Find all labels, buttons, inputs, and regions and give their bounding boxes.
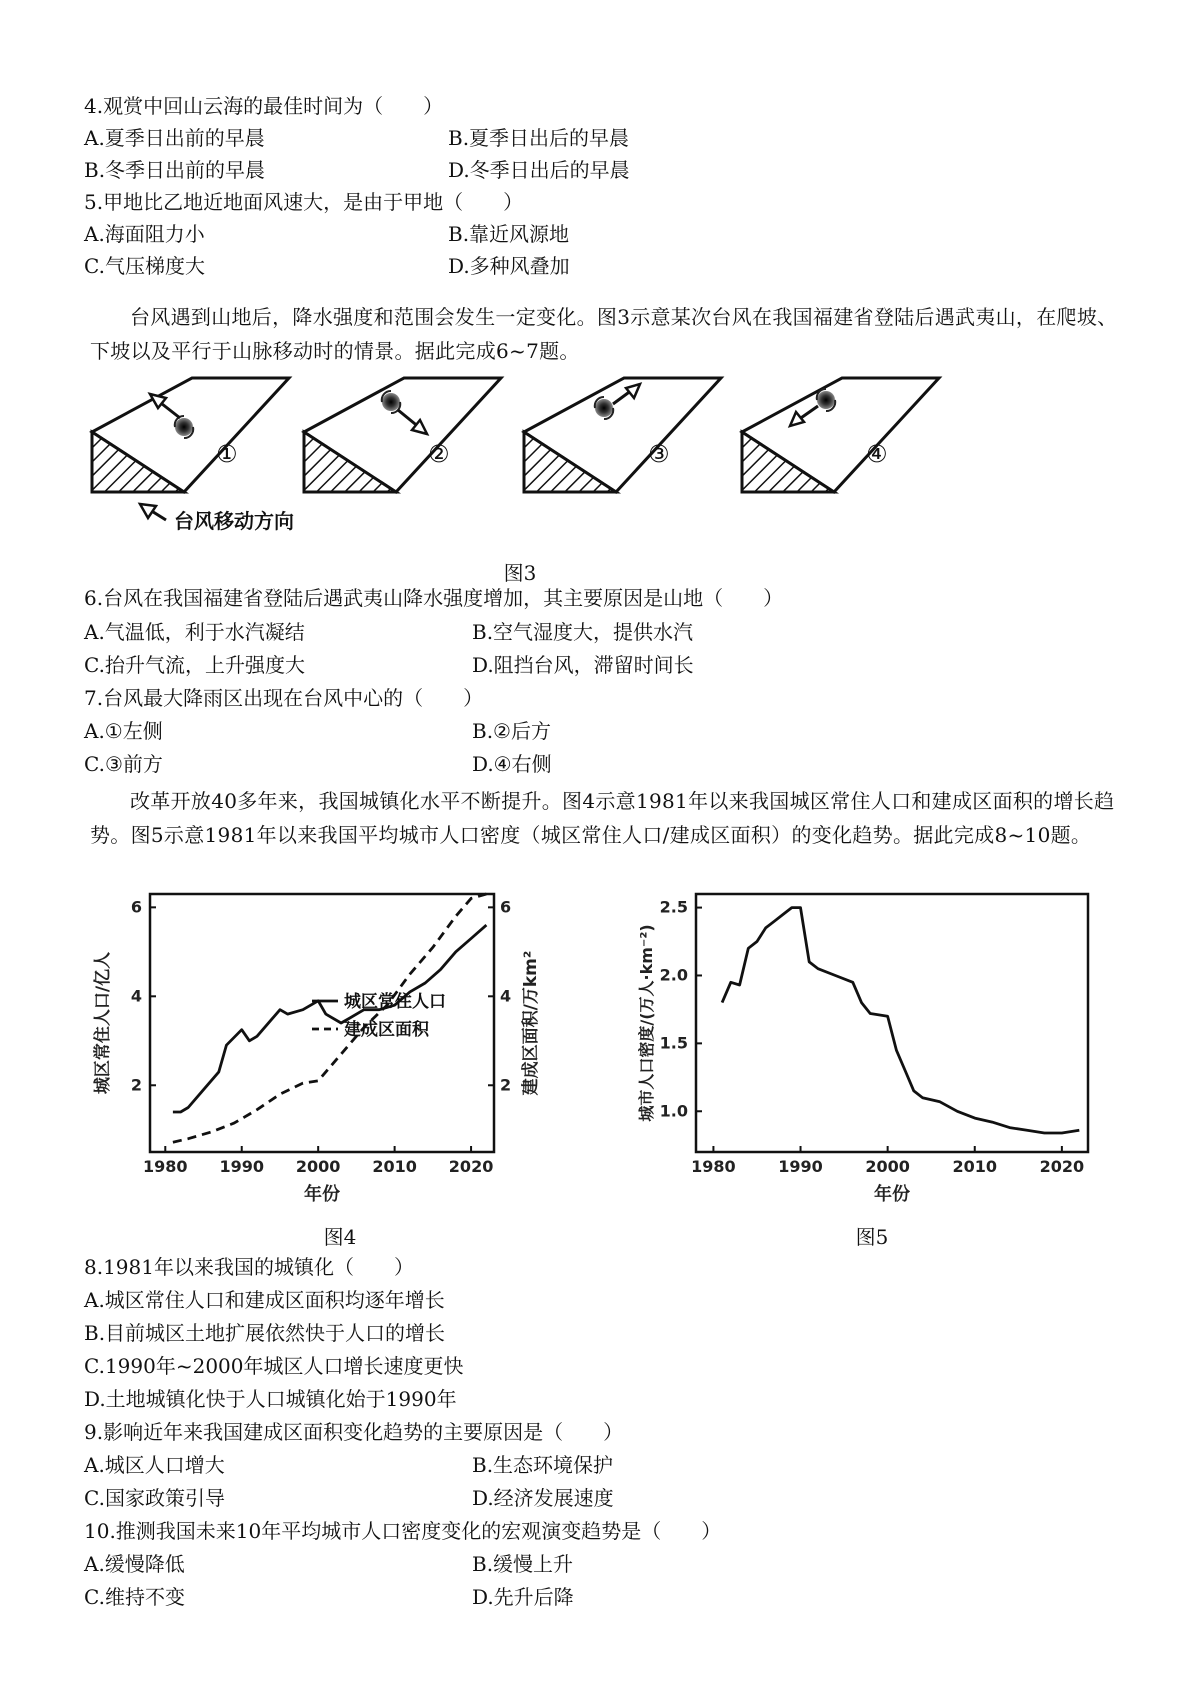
q7-option-a: A.①左侧 [84,719,163,743]
x-tick-label: 1990 [778,1157,823,1176]
y2-axis-label: 建成区面积/万km² [521,950,541,1096]
q9-option-a: A.城区人口增大 [84,1453,225,1477]
y-tick-label: 2.0 [659,965,688,985]
q4-stem: 4.观赏中回山云海的最佳时间为（ ） [84,94,444,118]
q5-option-d: D.多种风叠加 [448,254,570,278]
q4-option-d: D.冬季日出后的早晨 [448,158,630,182]
fig4-legend [312,991,446,1040]
q10-option-c: C.维持不变 [84,1585,185,1609]
fig3-caption: 图3 [503,561,537,585]
q5-stem: 5.甲地比乙地近地面风速大，是由于甲地（ ） [84,190,524,214]
q10-option-a: A.缓慢降低 [84,1552,185,1576]
panel-2-label: ② [428,440,450,468]
q8-stem: 8.1981年以来我国的城镇化（ ） [84,1255,414,1279]
q10-stem: 10.推测我国未来10年平均城市人口密度变化的宏观演变趋势是（ ） [84,1519,722,1543]
passage-typhoon: 台风遇到山地后，降水强度和范围会发生一定变化。图3示意某次台风在我国福建省登陆后遇武夷山，在爬坡、下坡以及平行于山脉移动时的情景。据此完成6~7题。 [90,305,1118,363]
q7-option-d: D.④右侧 [472,752,552,776]
x-tick-label: 2010 [952,1157,998,1176]
panel-1-slope [89,370,289,492]
passage-urban: 改革开放40多年来，我国城镇化水平不断提升。图4示意1981年以来我国城区常住人口和建成区面积的增长趋势。图5示意1981年以来我国平均城市人口密度（城区常住人口/建成区面积）的变化趋势。据此完成8~10题。 [90,789,1115,847]
q6-stem: 6.台风在我国福建省登陆后遇武夷山降水强度增加，其主要原因是山地（ ） [84,586,784,610]
figure-3 [84,370,1064,550]
fig4-ylabel [92,952,113,1094]
panel-3-slope [524,378,721,492]
legend-label-area: 建成区面积 [344,1020,429,1040]
fig5-caption: 图5 [855,1225,889,1249]
legend-label-population: 城区常住人口 [344,992,446,1012]
panel-1-label: ① [216,440,238,468]
q7-stem: 7.台风最大降雨区出现在台风中心的（ ） [84,686,484,710]
q6-option-b: B.空气湿度大，提供水汽 [472,620,694,644]
q6-option-d: D.阻挡台风，滞留时间长 [472,653,694,677]
y-tick-label: 2 [130,1075,142,1095]
y-tick-label: 1.5 [659,1033,688,1053]
q9-stem: 9.影响近年来我国建成区面积变化趋势的主要原因是（ ） [84,1420,624,1444]
q6-option-c: C.抬升气流，上升强度大 [84,653,305,677]
x-tick-label: 2020 [1039,1157,1085,1176]
q8-option-d: D.土地城镇化快于人口城镇化始于1990年 [84,1387,457,1411]
panel-4-slope [742,378,939,492]
q8-option-a: A.城区常住人口和建成区面积均逐年增长 [84,1288,445,1312]
x-tick-label: 2010 [372,1157,417,1176]
y-axis-label: 城市人口密度/(万人·km⁻²) [637,924,656,1122]
legend-label: 台风移动方向 [174,509,294,533]
x-tick-label: 1990 [219,1157,264,1176]
q5-option-b: B.靠近风源地 [448,222,570,246]
figure-4-chart [90,882,590,1212]
panel-2-slope [304,378,501,492]
q5-option-a: A.海面阻力小 [84,222,205,246]
series-line-0 [173,925,487,1112]
y-tick-label: 1.0 [659,1101,688,1121]
q4-option-c: B.冬季日出前的早晨 [84,158,266,182]
x-tick-label: 1980 [691,1157,736,1176]
y-tick-label: 4 [130,986,142,1006]
y2-tick-label: 4 [500,986,512,1006]
fig4-caption: 图4 [323,1225,357,1249]
x-axis-label: 年份 [874,1184,910,1205]
x-axis-label: 年份 [304,1184,340,1205]
y2-tick-label: 2 [500,1075,512,1095]
x-tick-label: 2020 [448,1157,494,1176]
q10-option-b: B.缓慢上升 [472,1552,574,1576]
q4-option-a: A.夏季日出前的早晨 [84,126,265,150]
panel-3-label: ③ [648,440,670,468]
y-axis-label: 城区常住人口/亿人 [93,951,113,1095]
q9-option-d: D.经济发展速度 [472,1486,614,1510]
q6-option-a: A.气温低，利于水汽凝结 [84,620,305,644]
y2-tick-label: 6 [500,897,512,917]
x-tick-label: 1980 [143,1157,188,1176]
q9-option-b: B.生态环境保护 [472,1453,614,1477]
fig5-ylabel [637,924,656,1121]
panel-4-label: ④ [866,440,888,468]
x-tick-label: 2000 [865,1157,910,1176]
q8-option-c: C.1990年~2000年城区人口增长速度更快 [84,1354,464,1378]
series-line-0 [722,908,1079,1133]
y-tick-label: 2.5 [659,897,688,917]
q7-option-c: C.③前方 [84,752,163,776]
q9-option-c: C.国家政策引导 [84,1486,225,1510]
y-tick-label: 6 [130,897,142,917]
q4-option-b: B.夏季日出后的早晨 [448,126,630,150]
fig4-y2label [520,951,541,1096]
q5-option-c: C.气压梯度大 [84,254,205,278]
series-line-1 [173,894,487,1142]
q7-option-b: B.②后方 [472,719,551,743]
q10-option-d: D.先升后降 [472,1585,574,1609]
q8-option-b: B.目前城区土地扩展依然快于人口的增长 [84,1321,446,1345]
x-tick-label: 2000 [295,1157,341,1176]
figure-5-chart [630,882,1100,1212]
legend-arrow-icon [140,504,166,520]
plot-frame [696,894,1088,1152]
